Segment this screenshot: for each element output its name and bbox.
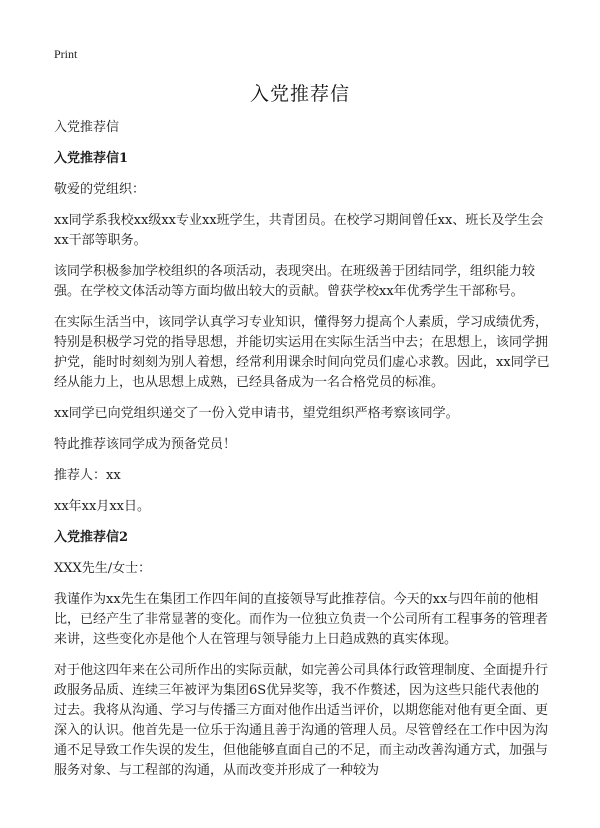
document-body [54,118,550,792]
letter1-paragraph: 在实际生活当中，该同学认真学习专业知识，懂得努力提高个人素质，学习成绩优秀，特别是积极学习党的指导思想，并能切实运用在实际生活当中去；在思想上，该同学拥护党，能时时刻刻为别人着想，经常利用课余时间向党员们虚心求教。因此，xx同学已经从能力上，也从思想上成熟，已经具备成为一名合格党员的标准。 [54,315,550,390]
letter1-heading: 入党推荐信1 [54,151,129,166]
letter2-heading: 入党推荐信2 [54,530,129,545]
letter1-paragraph: xx同学系我校xx级xx专业xx班学生，共青团员。在校学习期间曾任xx、班长及学生会xx干部等职务。 [54,213,544,248]
letter1-paragraph: 该同学积极参加学校组织的各项活动，表现突出。在班级善于团结同学，组织能力较强。在学校文体活动等方面均做出较大的贡献。曾获学校xx年优秀学生干部称号。 [54,264,536,299]
page-title: 入党推荐信 [249,83,350,105]
letter1-paragraph: 特此推荐该同学成为预备党员！ [54,437,237,452]
letter1-recommender: 推荐人：xx [54,468,121,483]
letter1-paragraph: xx同学已向党组织递交了一份入党申请书，望党组织严格考察该同学。 [54,406,459,421]
letter2-salutation: XXX先生/女士： [54,561,152,576]
print-link[interactable]: Print [54,47,78,61]
intro-text: 入党推荐信 [54,120,120,135]
letter2-paragraph: 我谨作为xx先生在集团工作四年间的直接领导写此推荐信。今天的xx与四年前的他相比，已经产生了非常显著的变化。而作为一位独立负责一个公司所有工程事务的管理者来讲，这些变化亦是他个人在管理与领导能力上日趋成熟的真实体现。 [54,592,549,647]
letter2-paragraph: 对于他这四年来在公司所作出的实际贡献，如完善公司具体行政管理制度、全面提升行政服务品质、连续三年被评为集团6S优异奖等，我不作赘述，因为这些只能代表他的过去。我将从沟通、学习与传播三方面对他作出适当评价，以期您能对他有更全面、更深入的认识。他首先是一位乐于沟通且善于沟通的管理人员。尽管曾经在工作中因为沟通不足导致工作失误的发生，但他能够直面自己的不足，而主动改善沟通方式，加强与服务对象、与工程部的沟通，从而改变并形成了一种较为 [54,663,549,778]
letter1-date: xx年xx月xx日。 [54,499,150,514]
letter1-salutation: 敬爱的党组织： [54,182,146,197]
